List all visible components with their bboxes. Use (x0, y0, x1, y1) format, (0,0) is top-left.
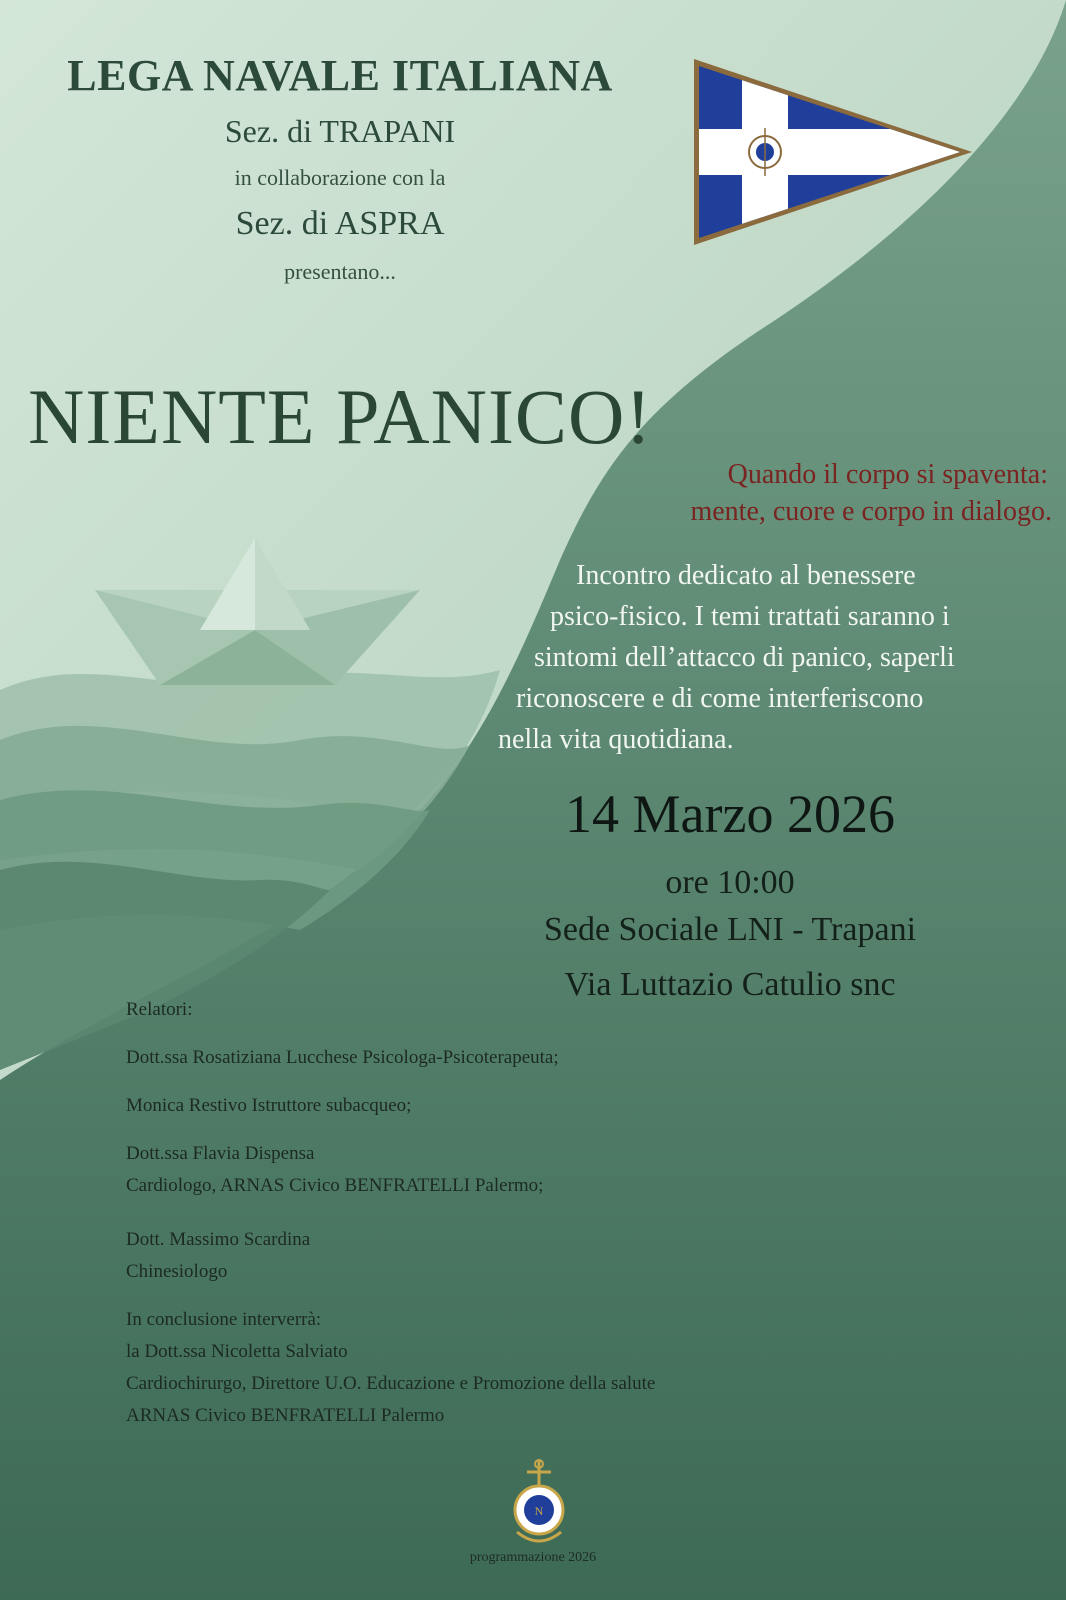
pennant-flag-icon (690, 55, 980, 250)
closing-speaker-name: la Dott.ssa Nicoletta Salviato (126, 1341, 348, 1362)
event-date: 14 Marzo 2026 (565, 784, 895, 844)
section-name: Sez. di TRAPANI (224, 113, 456, 149)
closing-speaker-role: Cardiochirurgo, Direttore U.O. Educazione e Promozione della salute (126, 1373, 656, 1394)
organization-name: LEGA NAVALE ITALIANA (67, 51, 613, 100)
description-line: psico-fisico. I temi trattati saranno i (550, 601, 950, 632)
subtitle-line-2: mente, cuore e corpo in dialogo. (690, 496, 1052, 527)
description-line: nella vita quotidiana. (498, 724, 734, 755)
speaker-3-role: Cardiologo, ARNAS Civico BENFRATELLI Palermo; (126, 1175, 544, 1196)
description-line: riconoscere e di come interferiscono (516, 683, 924, 714)
speakers-section (126, 994, 886, 1432)
subtitle-line-1: Quando il corpo si spaventa: (727, 459, 1048, 490)
collaboration-text: in collaborazione con la (234, 165, 446, 190)
anchor-emblem-icon (509, 1458, 569, 1546)
svg-text:N: N (534, 1504, 544, 1518)
footer-program-label: programmazione 2026 (469, 1550, 597, 1565)
closing-speaker-org: ARNAS Civico BENFRATELLI Palermo (126, 1405, 445, 1426)
speaker-1: Dott.ssa Rosatiziana Lucchese Psicologa-Psicoterapeuta; (126, 1047, 559, 1068)
speaker-3-name: Dott.ssa Flavia Dispensa (126, 1143, 315, 1164)
description-line: Incontro dedicato al benessere (576, 560, 916, 591)
event-address: Via Luttazio Catulio snc (564, 966, 896, 1003)
speaker-4-role: Chinesiologo (126, 1261, 228, 1282)
description-line: sintomi dell’attacco di panico, saperli (534, 642, 955, 673)
closing-heading: In conclusione interverrà: (126, 1309, 322, 1330)
speakers-heading: Relatori: (126, 999, 193, 1020)
presents-text: presentano... (284, 259, 396, 284)
event-time: ore 10:00 (665, 864, 795, 901)
speaker-2: Monica Restivo Istruttore subacqueo; (126, 1095, 412, 1116)
partner-section-name: Sez. di ASPRA (235, 205, 445, 242)
event-venue: Sede Sociale LNI - Trapani (543, 911, 917, 948)
speaker-4-name: Dott. Massimo Scardina (126, 1229, 311, 1250)
event-title: NIENTE PANICO! (28, 373, 653, 460)
